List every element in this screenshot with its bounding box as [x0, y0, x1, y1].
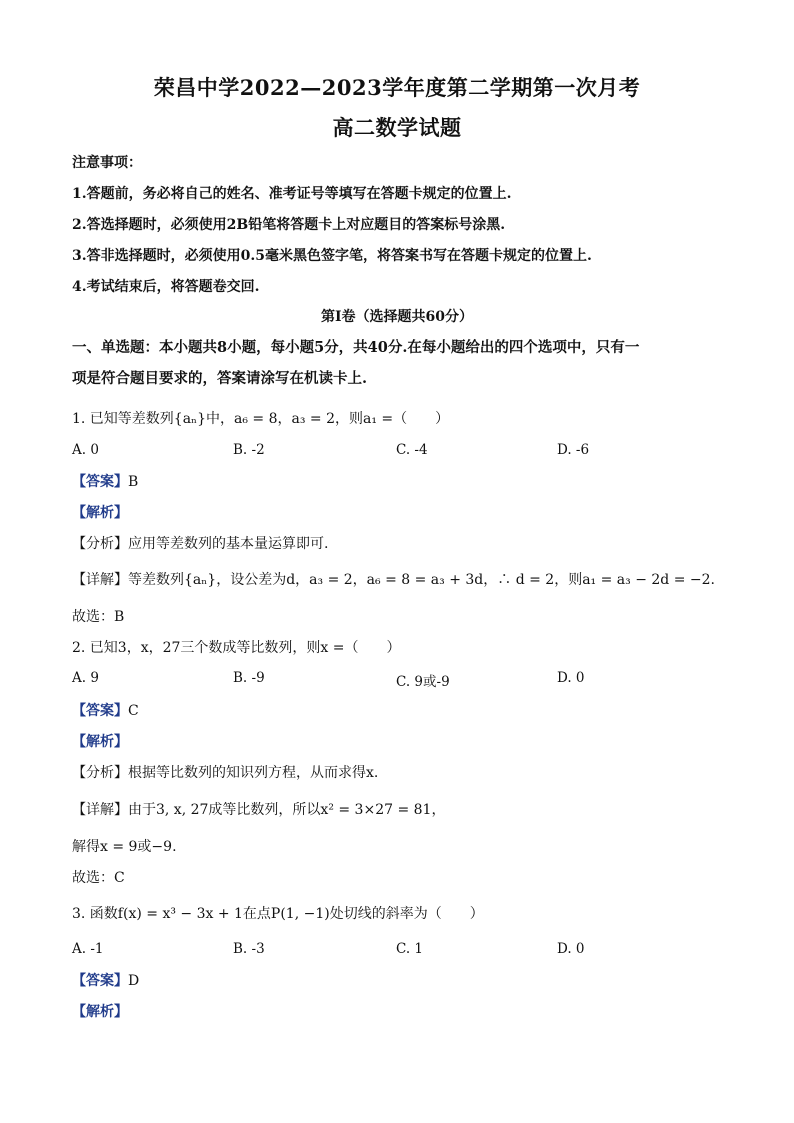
- detail-label: 【详解】: [72, 802, 128, 818]
- question-2-option-c: C. 9或-9: [396, 674, 450, 690]
- question-1-stem: 1. 已知等差数列{aₙ}中，a₆ = 8，a₃ = 2，则a₁ =（ ）: [72, 411, 450, 427]
- question-1-option-a: A. 0: [72, 442, 99, 458]
- question-1-choice: B: [114, 609, 125, 625]
- explanation-label: 【解析】: [72, 505, 128, 521]
- question-3-answer: D: [128, 973, 140, 989]
- question-3-answer-row: [72, 971, 732, 991]
- exam-title: 荣昌中学2022—2023学年度第二学期第一次月考: [153, 75, 641, 100]
- question-3-option-d: D. 0: [557, 941, 585, 957]
- detail-label: 【详解】: [72, 572, 128, 588]
- question-1-option-c: C. -4: [396, 442, 428, 458]
- question-2-detail-continued: 解得x = 9或−9.: [72, 839, 177, 855]
- question-3-explanation-header: [72, 1002, 732, 1022]
- question-2-option-d: D. 0: [557, 670, 585, 686]
- analysis-label: 【分析】: [72, 765, 128, 781]
- question-1-answer: B: [128, 474, 139, 490]
- question-3-option-b: B. -3: [233, 941, 265, 957]
- note-item-4: 4.考试结束后，将答题卷交回.: [72, 279, 260, 295]
- question-3-option-c: C. 1: [396, 941, 424, 957]
- note-item-1: 1.答题前，务必将自己的姓名、准考证号等填写在答题卡规定的位置上.: [72, 186, 512, 202]
- question-2-explanation-header: [72, 732, 732, 752]
- question-1-detail-row: [72, 570, 732, 590]
- question-1-analysis: 应用等差数列的基本量运算即可.: [128, 536, 329, 552]
- question-2-analysis: 根据等比数列的知识列方程，从而求得x.: [128, 765, 379, 781]
- question-3-stem: 3. 函数f(x) = x³ − 3x + 1在点P(1, −1)处切线的斜率为（ ）: [72, 906, 484, 922]
- notes-heading: 注意事项：: [72, 155, 142, 171]
- question-2-answer: C: [128, 703, 139, 719]
- question-2-answer-row: [72, 701, 732, 721]
- question-2-detail-row: [72, 800, 732, 820]
- question-1-detail: 等差数列{aₙ}，设公差为d，a₃ = 2，a₆ = 8 = a₃ + 3d，∴ d = 2，则a₁ = a₃ − 2d = −2.: [128, 572, 715, 588]
- explanation-label: 【解析】: [72, 1004, 128, 1020]
- question-1-choice-row: [72, 607, 732, 627]
- question-2-analysis-row: [72, 763, 732, 783]
- question-2-choice-row: [72, 868, 732, 888]
- note-item-2: 2.答选择题时，必须使用2B铅笔将答题卡上对应题目的答案标号涂黑.: [72, 217, 506, 233]
- part1-heading: 第I卷（选择题共60分）: [320, 309, 474, 325]
- question-1-explanation-header: [72, 503, 732, 523]
- answer-label: 【答案】: [72, 474, 128, 490]
- section-instructions-line1: 一、单选题：本小题共8小题，每小题5分，共40分.在每小题给出的四个选项中，只有一: [72, 339, 640, 356]
- choice-label: 故选：: [72, 609, 114, 625]
- question-2-stem: 2. 已知3，x，27三个数成等比数列，则x =（ ）: [72, 640, 401, 656]
- question-2-option-a: A. 9: [72, 670, 99, 686]
- question-3-option-a: A. -1: [72, 941, 104, 957]
- exam-subtitle: 高二数学试题: [332, 115, 462, 140]
- question-2-choice: C: [114, 870, 125, 886]
- section-instructions-line2: 项是符合题目要求的，答案请涂写在机读卡上.: [72, 370, 368, 387]
- question-2-option-b: B. -9: [233, 670, 265, 686]
- answer-label: 【答案】: [72, 973, 128, 989]
- question-1-answer-row: [72, 472, 732, 492]
- note-item-3: 3.答非选择题时，必须使用0.5毫米黑色签字笔，将答案书写在答题卡规定的位置上.: [72, 248, 592, 264]
- explanation-label: 【解析】: [72, 734, 128, 750]
- question-1-analysis-row: [72, 534, 732, 554]
- choice-label: 故选：: [72, 870, 114, 886]
- answer-label: 【答案】: [72, 703, 128, 719]
- analysis-label: 【分析】: [72, 536, 128, 552]
- question-2-detail: 由于3, x, 27成等比数列，所以x² = 3×27 = 81，: [128, 802, 446, 818]
- question-1-option-b: B. -2: [233, 442, 265, 458]
- question-1-option-d: D. -6: [557, 442, 590, 458]
